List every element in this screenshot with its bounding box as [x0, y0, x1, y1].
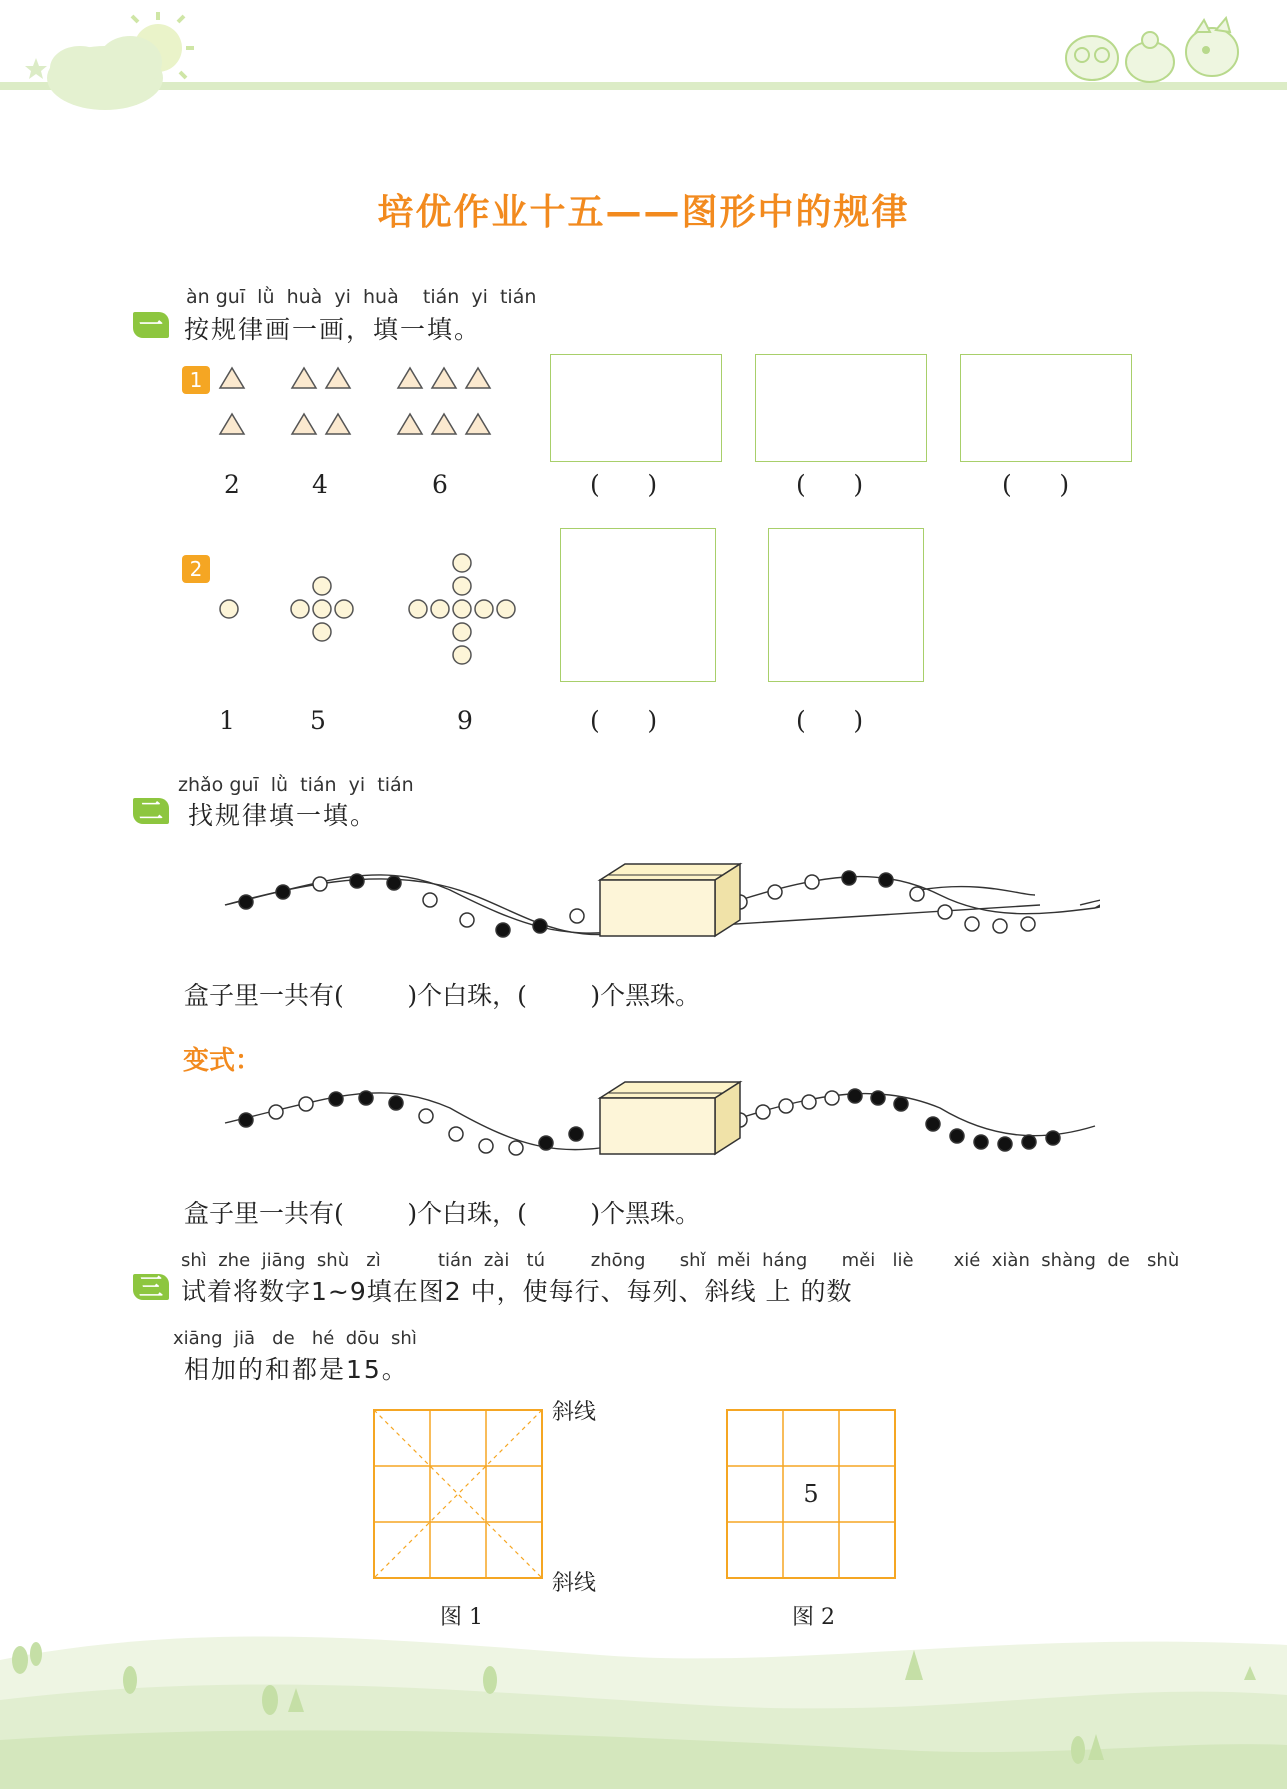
black-bead	[276, 885, 290, 899]
triangle-shape	[398, 368, 422, 388]
white-bead	[756, 1105, 770, 1119]
white-bead	[802, 1095, 816, 1109]
count-label: 1	[219, 706, 235, 735]
white-bead	[825, 1091, 839, 1105]
cloud-icon	[47, 36, 163, 110]
answer-blank[interactable]: ( )	[796, 706, 864, 735]
section-2-pinyin: zhǎo guī lǜ tián yi tián	[178, 774, 414, 796]
black-bead	[350, 874, 364, 888]
answer-draw-box[interactable]	[768, 528, 924, 682]
circle-shape	[475, 600, 493, 618]
white-bead	[993, 919, 1007, 933]
count-label: 9	[457, 706, 473, 735]
circle-shape	[313, 600, 331, 618]
answer-draw-box[interactable]	[755, 354, 927, 462]
black-bead	[894, 1097, 908, 1111]
white-bead	[509, 1141, 523, 1155]
circle-shape	[313, 577, 331, 595]
answer-blank[interactable]: ( )	[796, 470, 864, 499]
black-bead	[496, 923, 510, 937]
count-label: 5	[310, 706, 326, 735]
figure-2-label: 图 2	[792, 1605, 835, 1630]
black-bead	[879, 873, 893, 887]
white-bead	[779, 1099, 793, 1113]
triangle-shape	[432, 414, 456, 434]
circle-shape	[220, 600, 238, 618]
triangle-shape	[466, 368, 490, 388]
circle-shape	[431, 600, 449, 618]
answer-blank[interactable]: ( )	[590, 470, 658, 499]
question-2-badge: 2	[182, 555, 210, 583]
circle-shape	[291, 600, 309, 618]
black-bead	[974, 1135, 988, 1149]
white-bead	[479, 1139, 493, 1153]
black-bead	[539, 1136, 553, 1150]
circle-shape	[453, 577, 471, 595]
white-bead	[570, 909, 584, 923]
black-bead	[329, 1092, 343, 1106]
black-bead	[871, 1091, 885, 1105]
circle-shape	[409, 600, 427, 618]
circle-shape	[335, 600, 353, 618]
white-bead	[1021, 917, 1035, 931]
black-bead	[359, 1091, 373, 1105]
triangle-shape	[398, 414, 422, 434]
answer-sentence-2[interactable]: 盒子里一共有( )个白珠，( )个黑珠。	[184, 1199, 701, 1228]
answer-blank[interactable]: ( )	[590, 706, 658, 735]
cartoon-animals-icon	[1066, 18, 1238, 82]
triangle-shape	[220, 414, 244, 434]
white-bead	[423, 893, 437, 907]
white-bead	[299, 1097, 313, 1111]
variant-label: 变式：	[183, 1046, 262, 1076]
section-2-badge: 二	[133, 798, 169, 824]
diagonal-label-top: 斜线	[552, 1400, 597, 1425]
diagonal-label-bottom: 斜线	[552, 1571, 597, 1596]
star-icon	[25, 58, 47, 79]
section-3-instruction-2: 相加的和都是15。	[184, 1355, 409, 1384]
white-bead	[910, 887, 924, 901]
answer-blank[interactable]: ( )	[1002, 470, 1070, 499]
figure-1-grid	[372, 1408, 544, 1580]
circle-shape	[453, 646, 471, 664]
black-bead	[848, 1089, 862, 1103]
white-bead	[269, 1105, 283, 1119]
triangle-shape	[292, 368, 316, 388]
count-label: 6	[432, 470, 448, 499]
section-2-instruction: 找规律填一填。	[188, 801, 378, 830]
triangle-shape	[326, 368, 350, 388]
black-bead	[239, 895, 253, 909]
white-bead	[449, 1127, 463, 1141]
box-icon	[600, 864, 740, 936]
circle-shape	[497, 600, 515, 618]
section-3-instruction-1: 试着将数字1~9填在图2 中，使每行、每列、斜线 上 的数	[181, 1277, 853, 1306]
section-3-badge: 三	[133, 1274, 169, 1300]
section-1-badge: 一	[133, 312, 169, 338]
triangle-shape	[220, 368, 244, 388]
black-bead	[950, 1129, 964, 1143]
black-bead	[389, 1096, 403, 1110]
black-bead	[842, 871, 856, 885]
section-1-instruction: 按规律画一画，填一填。	[184, 315, 482, 344]
circle-shape	[453, 600, 471, 618]
circle-shape	[453, 623, 471, 641]
circle-pattern	[210, 548, 530, 668]
black-bead	[239, 1113, 253, 1127]
white-bead	[419, 1109, 433, 1123]
bead-string-1	[220, 850, 1100, 950]
triangle-shape	[432, 368, 456, 388]
grid-center-number: 5	[803, 1480, 819, 1508]
section-1-pinyin: àn guī lǜ huà yi huà tián yi tián	[186, 286, 537, 308]
answer-draw-box[interactable]	[560, 528, 716, 682]
black-bead	[387, 876, 401, 890]
black-bead	[1022, 1135, 1036, 1149]
bead-string-2	[220, 1068, 1100, 1168]
count-label: 2	[224, 470, 240, 499]
page-title: 培优作业十五——图形中的规律	[377, 192, 910, 233]
white-bead	[460, 913, 474, 927]
circle-shape	[313, 623, 331, 641]
black-bead	[998, 1137, 1012, 1151]
section-3-pinyin-1: shì zhe jiāng shù zì tián zài tú zhōng shǐ měi háng měi liè xié xiàn shàng de shù	[181, 1250, 1180, 1271]
header-decoration	[0, 0, 1287, 120]
black-bead	[569, 1127, 583, 1141]
black-bead	[533, 919, 547, 933]
black-bead	[926, 1117, 940, 1131]
box-icon	[600, 1082, 740, 1154]
answer-draw-box[interactable]	[550, 354, 722, 462]
white-bead	[313, 877, 327, 891]
figure-1-label: 图 1	[440, 1605, 483, 1630]
section-3-pinyin-2: xiāng jiā de hé dōu shì	[173, 1328, 417, 1349]
circle-shape	[453, 554, 471, 572]
footer-landscape	[0, 1600, 1287, 1789]
answer-sentence-1[interactable]: 盒子里一共有( )个白珠，( )个黑珠。	[184, 981, 701, 1010]
figure-2-grid	[725, 1408, 897, 1580]
count-label: 4	[312, 470, 328, 499]
white-bead	[965, 917, 979, 931]
triangle-shape	[466, 414, 490, 434]
white-bead	[768, 885, 782, 899]
white-bead	[938, 905, 952, 919]
black-bead	[1046, 1131, 1060, 1145]
triangle-pattern	[210, 360, 500, 440]
answer-draw-box[interactable]	[960, 354, 1132, 462]
white-bead	[805, 875, 819, 889]
triangle-shape	[292, 414, 316, 434]
question-1-badge: 1	[182, 366, 210, 394]
triangle-shape	[326, 414, 350, 434]
